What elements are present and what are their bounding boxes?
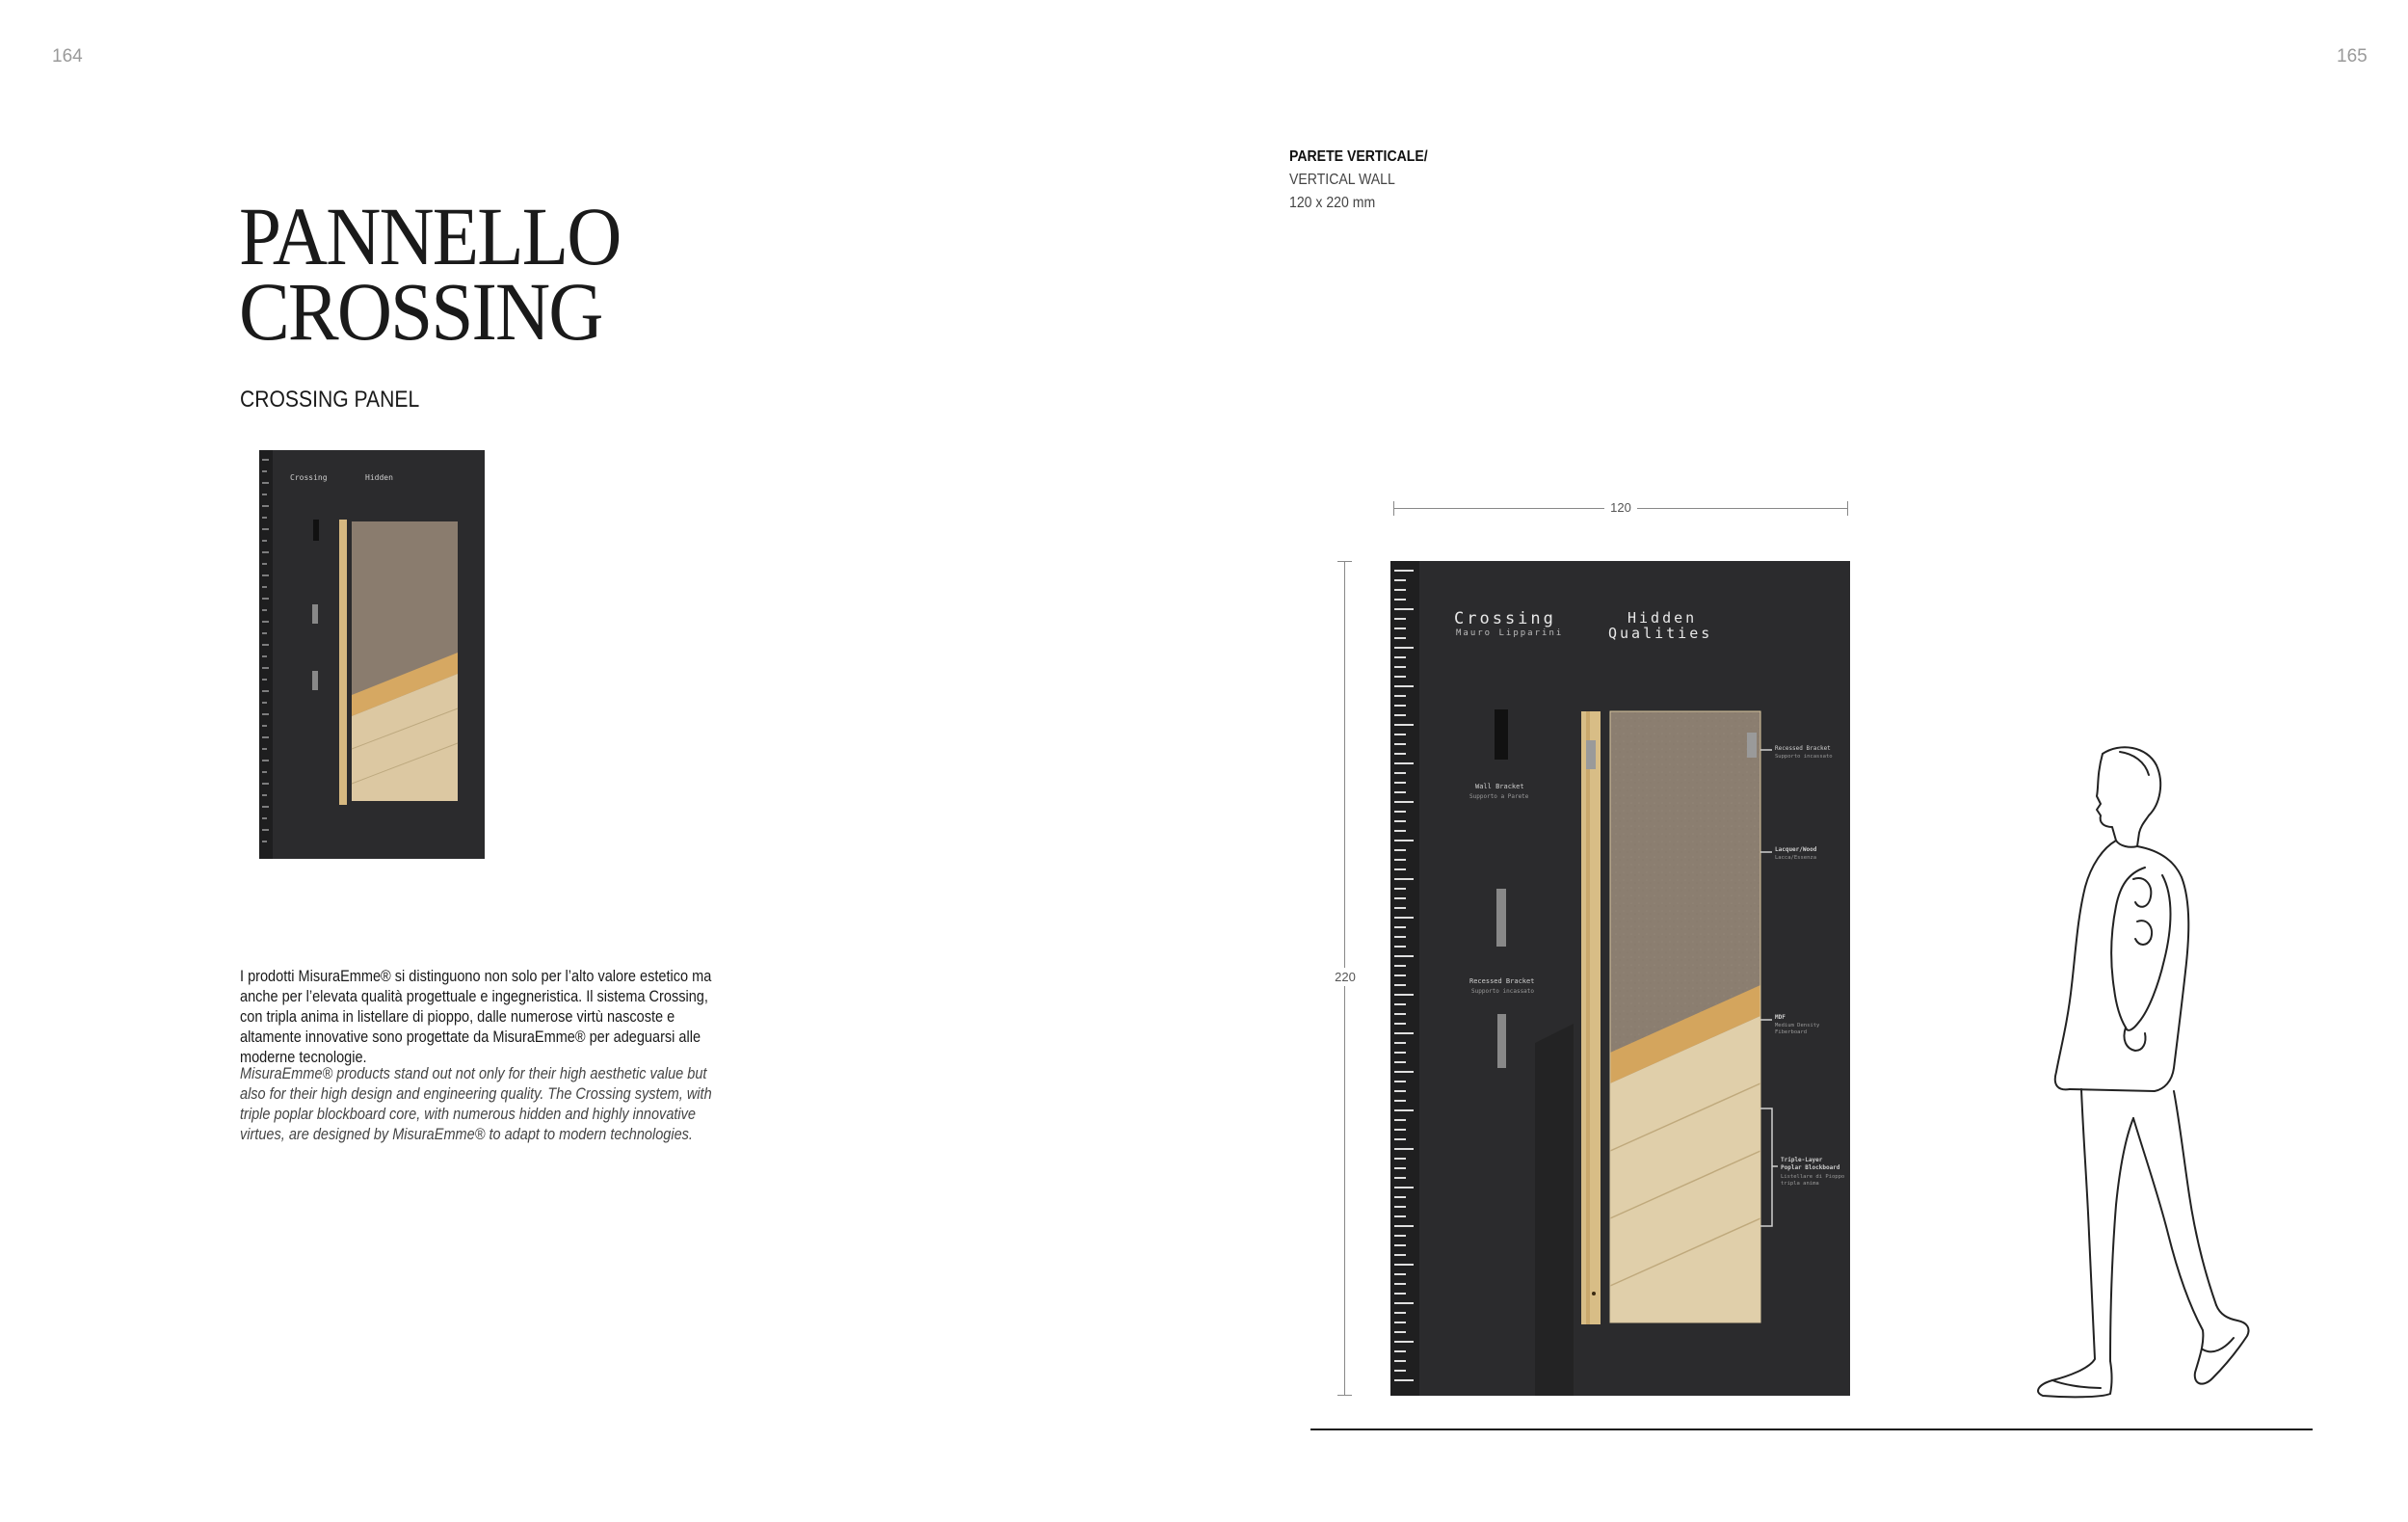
label-recessed-bracket-right-it: Supporto incassato (1775, 754, 1833, 760)
title-line-2: CROSSING (239, 265, 602, 358)
label-triple-layer-it-2: tripla anima (1781, 1181, 1819, 1187)
panel-designer: Mauro Lipparini (1456, 628, 1564, 638)
width-label-wrap (1393, 499, 1848, 517)
label-triple-layer-it-1: Listellare di Pioppo (1781, 1174, 1845, 1180)
title-line-1: PANNELLO (239, 190, 621, 282)
label-recessed-bracket: Recessed Bracket (1469, 977, 1535, 985)
panel-headline-2: Qualities (1608, 625, 1713, 642)
spec-line-1: PARETE VERTICALE/ (1289, 148, 1428, 165)
height-tick-bottom (1337, 1395, 1352, 1396)
product-panel-graphic (1390, 561, 1850, 1396)
label-wall-bracket-it: Supporto a Parete (1469, 793, 1529, 800)
panel-brand: Crossing (1454, 609, 1556, 628)
thumb-headline: Hidden (365, 473, 393, 482)
width-label: 120 (1604, 500, 1637, 515)
product-thumbnail (259, 450, 485, 859)
product-display-panel (1390, 561, 1850, 1396)
label-lacquer: Lacquer/Wood (1775, 846, 1817, 853)
page-number-right: 165 (2337, 46, 2368, 67)
page-number-left: 164 (52, 46, 83, 67)
label-mdf: MDF (1775, 1014, 1786, 1021)
height-label: 220 (1335, 970, 1356, 984)
label-wall-bracket: Wall Bracket (1475, 783, 1524, 790)
body-text-italian: I prodotti MisuraEmme® si distinguono non solo per l’alto valore estetico ma anche per l’elevata qualità progettuale e ingegneristica. Il sistema Crossing, con tripla anima in listellare di pioppo, dalle numerose virtù nascoste e altamente innovative sono progettate da MisuraEmme® per adeguarsi alle moderne tecnologie. (240, 968, 712, 1066)
panel-headline-1: Hidden (1627, 609, 1698, 627)
body-text-english: MisuraEmme® products stand out not only for their high aesthetic value but also for their high design and engineering quality. The Crossing system, with triple poplar blockboard core, with numerous hidden and highly innovative virtues, are designed by MisuraEmme® to adapt to modern technologies. (240, 1065, 712, 1143)
page-subtitle: CROSSING PANEL (240, 387, 420, 413)
floor-line (1310, 1429, 2313, 1430)
spec-line-2: VERTICAL WALL (1289, 172, 1395, 188)
height-tick-top (1337, 561, 1352, 562)
label-mdf-sub-1: Medium Density (1775, 1023, 1820, 1028)
label-recessed-bracket-it: Supporto incassato (1471, 988, 1535, 995)
page-title (239, 190, 621, 358)
spec-line-3: 120 x 220 mm (1289, 195, 1376, 211)
spec-block (1289, 146, 1428, 215)
human-scale-figure (1975, 733, 2284, 1427)
label-lacquer-it: Lacca/Essenza (1775, 855, 1817, 861)
label-recessed-bracket-right: Recessed Bracket (1775, 745, 1831, 752)
label-triple-layer-1: Triple-Layer (1781, 1157, 1823, 1163)
width-dimension (1393, 499, 1848, 519)
thumb-brand: Crossing (290, 473, 328, 482)
product-thumbnail-graphic (259, 450, 485, 859)
label-mdf-sub-2: Fiberboard (1775, 1029, 1808, 1035)
height-dimension (1336, 561, 1355, 1396)
height-label-wrap (1328, 969, 1363, 986)
label-triple-layer-2: Poplar Blockboard (1781, 1164, 1840, 1171)
